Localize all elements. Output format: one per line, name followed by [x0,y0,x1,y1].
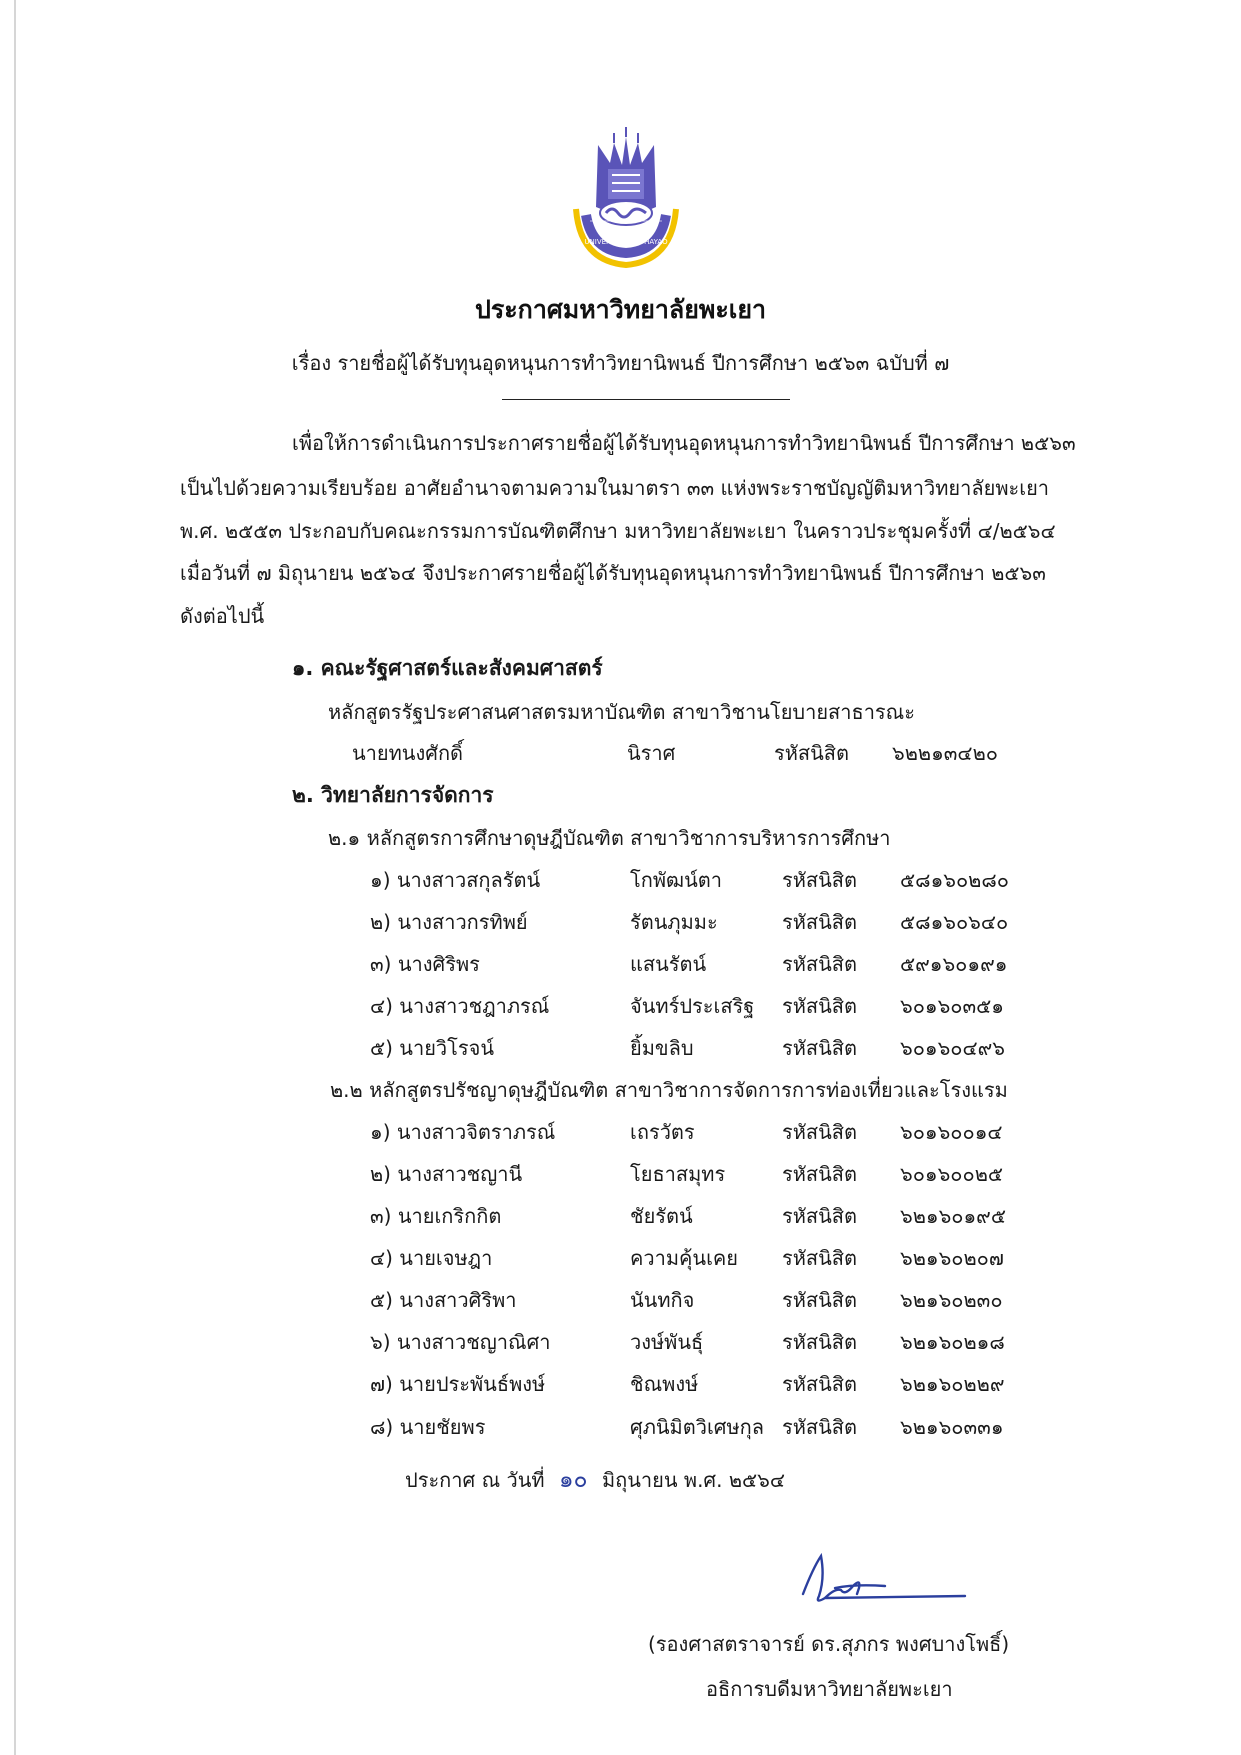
scan-edge-line [14,0,16,1755]
student-id: ๖๐๑๖๐๐๑๔ [900,1120,1003,1144]
student-id: ๕๘๑๖๐๒๘๐ [900,868,1009,892]
student-id-label: รหัสนิสิต [782,952,857,976]
student-id: ๖๒๑๖๐๒๐๗ [900,1246,1004,1270]
student-id-label: รหัสนิสิต [782,1372,857,1396]
program-title: หลักสูตรรัฐประศาสนศาสตรมหาบัณฑิต สาขาวิชานโยบายสาธารณะ [328,700,915,724]
student-id: ๖๒๑๖๐๓๓๑ [900,1415,1004,1439]
student-name: ๒) นางสาวกรทิพย์ [370,910,528,934]
student-name: ๘) นายชัยพร [370,1415,486,1439]
student-id-label: รหัสนิสิต [782,1036,857,1060]
student-id-label: รหัสนิสิต [782,910,857,934]
student-surname: ยิ้มขลิบ [630,1036,694,1060]
student-surname: แสนรัตน์ [630,952,707,976]
date-suffix: มิถุนายน พ.ศ. ๒๕๖๔ [601,1468,785,1492]
program-title: ๒.๑ หลักสูตรการศึกษาดุษฎีบัณฑิต สาขาวิชาการบริหารการศึกษา [328,826,891,850]
section-heading: ๒. วิทยาลัยการจัดการ [292,783,494,807]
student-id: ๕๘๑๖๐๖๔๐ [900,910,1009,934]
student-name: ๕) นางสาวศิริพา [370,1288,517,1312]
student-surname: ศุภนิมิตวิเศษกุล [630,1415,765,1439]
body-line: เมื่อวันที่ ๗ มิถุนายน ๒๕๖๔ จึงประกาศรายชื่อผู้ได้รับทุนอุดหนุนการทำวิทยานิพนธ์ ปีการศึกษา ๒๕๖๓ [180,561,1046,585]
student-id-label: รหัสนิสิต [782,1415,857,1439]
program-title: ๒.๒ หลักสูตรปรัชญาดุษฎีบัณฑิต สาขาวิชาการจัดการการท่องเที่ยวและโรงแรม [330,1078,1008,1102]
student-id: ๖๒๑๖๐๑๙๕ [900,1204,1006,1228]
student-id: ๖๒๑๖๐๒๑๘ [900,1330,1005,1354]
student-surname: ชิณพงษ์ [630,1372,699,1396]
student-id-label: รหัสนิสิต [774,741,849,765]
student-id: ๖๐๑๖๐๔๙๖ [900,1036,1005,1060]
student-id-label: รหัสนิสิต [782,1204,857,1228]
title-divider [502,399,790,400]
student-name: ๔) นางสาวชฎาภรณ์ [370,994,550,1018]
signer-name: (รองศาสตราจารย์ ดร.สุภกร พงศบางโพธิ์) [648,1632,1010,1656]
student-name: นายทนงศักดิ์ [352,741,464,765]
section-heading: ๑. คณะรัฐศาสตร์และสังคมศาสตร์ [292,656,603,680]
student-surname: เถรวัตร [630,1120,695,1144]
student-name: ๑) นางสาวจิตราภรณ์ [370,1120,556,1144]
announcement-title: ประกาศมหาวิทยาลัยพะเยา [474,295,767,324]
student-name: ๓) นายเกริกกิต [370,1204,502,1228]
body-line: ดังต่อไปนี้ [180,604,265,628]
student-name: ๖) นางสาวชญาณิศา [370,1330,551,1354]
student-id: ๖๒๑๖๐๒๓๐ [900,1288,1003,1312]
student-name: ๓) นางศิริพร [370,952,480,976]
student-surname: โยธาสมุทร [630,1162,726,1186]
student-surname: ความคุ้นเคย [630,1246,739,1270]
student-surname: จันทร์ประเสริฐ [630,994,755,1018]
body-line: พ.ศ. ๒๕๕๓ ประกอบกับคณะกรรมการบัณฑิตศึกษา มหาวิทยาลัยพะเยา ในคราวประชุมครั้งที่ ๔/๒๕๖๔ [180,519,1056,543]
student-id: ๖๐๑๖๐๓๕๑ [900,994,1005,1018]
signer-position: อธิการบดีมหาวิทยาลัยพะเยา [706,1677,953,1701]
student-id-label: รหัสนิสิต [782,1246,857,1270]
student-id-label: รหัสนิสิต [782,1330,857,1354]
handwritten-day: ๑๐ [558,1467,588,1493]
student-surname: โกพัฒน์ตา [630,868,722,892]
student-name: ๔) นายเจษฎา [370,1246,493,1270]
announcement-subject: เรื่อง รายชื่อผู้ได้รับทุนอุดหนุนการทำวิทยานิพนธ์ ปีการศึกษา ๒๕๖๓ ฉบับที่ ๗ [291,351,950,375]
signature [795,1548,975,1610]
body-line: เพื่อให้การดำเนินการประกาศรายชื่อผู้ได้รับทุนอุดหนุนการทำวิทยานิพนธ์ ปีการศึกษา ๒๕๖๓ [292,431,1076,455]
student-id-label: รหัสนิสิต [782,1162,857,1186]
student-id: ๕๙๑๖๐๑๙๑ [900,952,1008,976]
student-id: ๖๒๒๑๓๔๒๐ [892,741,998,765]
student-name: ๕) นายวิโรจน์ [370,1036,495,1060]
student-id-label: รหัสนิสิต [782,1288,857,1312]
student-id: ๖๐๑๖๐๐๒๕ [900,1162,1004,1186]
student-id-label: รหัสนิสิต [782,994,857,1018]
body-line: เป็นไปด้วยความเรียบร้อย อาศัยอำนาจตามความในมาตรา ๓๓ แห่งพระราชบัญญัติมหาวิทยาลัยพะเยา [180,476,1050,500]
date-prefix: ประกาศ ณ วันที่ [405,1468,545,1492]
student-surname: ชัยรัตน์ [630,1204,693,1228]
student-name: ๗) นายประพันธ์พงษ์ [370,1372,546,1396]
student-id-label: รหัสนิสิต [782,868,857,892]
student-name: ๒) นางสาวชญานี [370,1162,523,1186]
student-name: ๑) นางสาวสกุลรัตน์ [370,868,541,892]
student-surname: นันทกิจ [630,1288,695,1312]
student-surname: นิราศ [627,741,676,765]
svg-text:UNIVERSITY OF PHAYAO: UNIVERSITY OF PHAYAO [584,238,668,246]
student-surname: รัตนภุมมะ [630,910,718,934]
announcement-date [405,1462,785,1498]
student-surname: วงษ์พันธุ์ [630,1330,704,1354]
university-seal-logo [560,125,690,275]
student-id: ๖๒๑๖๐๒๒๙ [900,1372,1005,1396]
student-id-label: รหัสนิสิต [782,1120,857,1144]
